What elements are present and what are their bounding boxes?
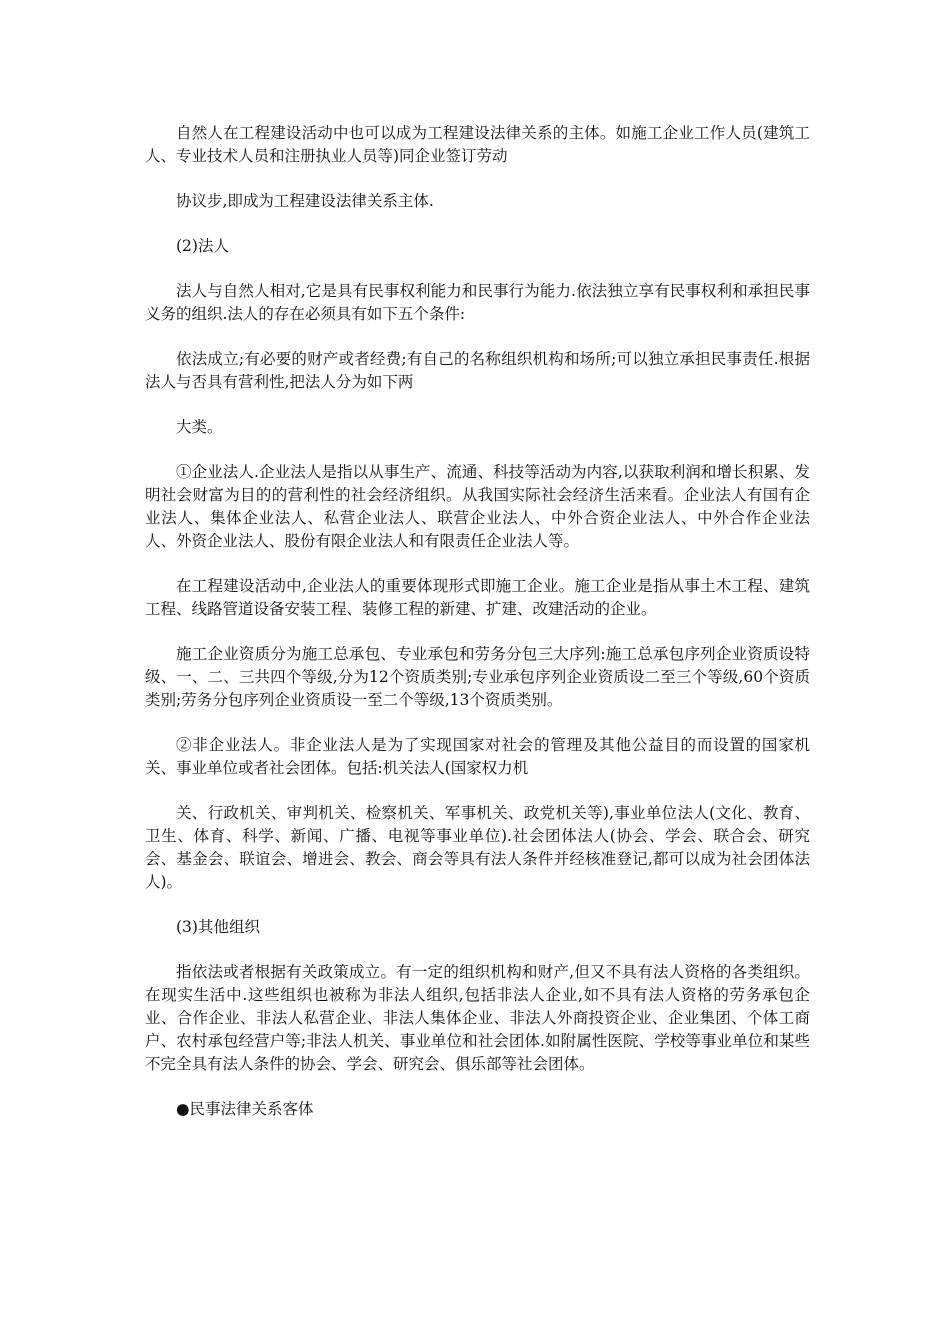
paragraph-two-categories: 大类。 bbox=[176, 418, 223, 436]
paragraph-enterprise-qualification: 施工企业资质分为施工总承包、专业承包和劳务分包三大序列:施工总承包序列企业资质设特级、一、二、三共四个等级,分为12个资质类别;专业承包序列企业资质设二至三个等级,60个资质类别;劳务分包序列企业资质设一至二个等级,13个资质类别。 bbox=[145, 645, 810, 709]
paragraph-enterprise-legal-person: ①企业法人.企业法人是指以从事生产、流通、科技等活动为内容,以获取利润和增长积累、发明社会财富为目的的营利性的社会经济组织。从我国实际社会经济生活来看。企业法人有国有企业法人、集体企业法人、私营企业法人、联营企业法人、中外合资企业法人、中外合作企业法人、外资企业法人、股份有限企业法人和有限责任企业法人等。 bbox=[145, 463, 810, 550]
paragraph-legal-person-conditions: 依法成立;有必要的财产或者经费;有自己的名称组织机构和场所;可以独立承担民事责任.根据法人与否具有营利性,把法人分为如下两 bbox=[145, 350, 810, 391]
paragraph-construction-enterprise: 在工程建设活动中,企业法人的重要体现形式即施工企业。施工企业是指从事土木工程、建筑工程、线路管道设备安装工程、装修工程的新建、扩建、改建活动的企业。 bbox=[145, 577, 810, 618]
paragraph-legal-person-definition: 法人与自然人相对,它是具有民事权利能力和民事行为能力.依法独立享有民事权利和承担民事义务的组织.法人的存在必须具有如下五个条件: bbox=[145, 282, 810, 323]
heading-civil-legal-object: ●民事法律关系客体 bbox=[176, 1100, 314, 1118]
heading-other-organizations: (3)其他组织 bbox=[176, 918, 260, 936]
paragraph-agreement: 协议步,即成为工程建设法律关系主体. bbox=[176, 192, 434, 210]
paragraph-other-organizations: 指依法或者根据有关政策成立。有一定的组织机构和财产,但又不具有法人资格的各类组织。在现实生活中.这些组织也被称为非法人组织,包括非法人企业,如不具有法人资格的劳务承包企业、合作企业、非法人私营企业、非法人集体企业、非法人外商投资企业、企业集团、个体工商户、农村承包经营户等;非法人机关、事业单位和社会团体.如附属性医院、学校等事业单位和某些不完全具有法人条件的协会、学会、研究会、俱乐部等社会团体。 bbox=[145, 963, 810, 1073]
heading-legal-person: (2)法人 bbox=[176, 237, 229, 255]
paragraph-non-enterprise-legal-person: ②非企业法人。非企业法人是为了实现国家对社会的管理及其他公益目的而设置的国家机关、事业单位或者社会团体。包括:机关法人(国家权力机 bbox=[145, 736, 810, 777]
paragraph-natural-person: 自然人在工程建设活动中也可以成为工程建设法律关系的主体。如施工企业工作人员(建筑工人、专业技术人员和注册执业人员等)同企业签订劳动 bbox=[145, 124, 810, 165]
paragraph-institution-types: 关、行政机关、审判机关、检察机关、军事机关、政党机关等),事业单位法人(文化、教育、卫生、体育、科学、新闻、广播、电视等事业单位).社会团体法人(协会、学会、联合会、研究会、基金会、联谊会、增进会、教会、商会等具有法人条件并经核准登记,都可以成为社会团体法人)。 bbox=[145, 804, 810, 891]
document-page bbox=[145, 122, 810, 1143]
